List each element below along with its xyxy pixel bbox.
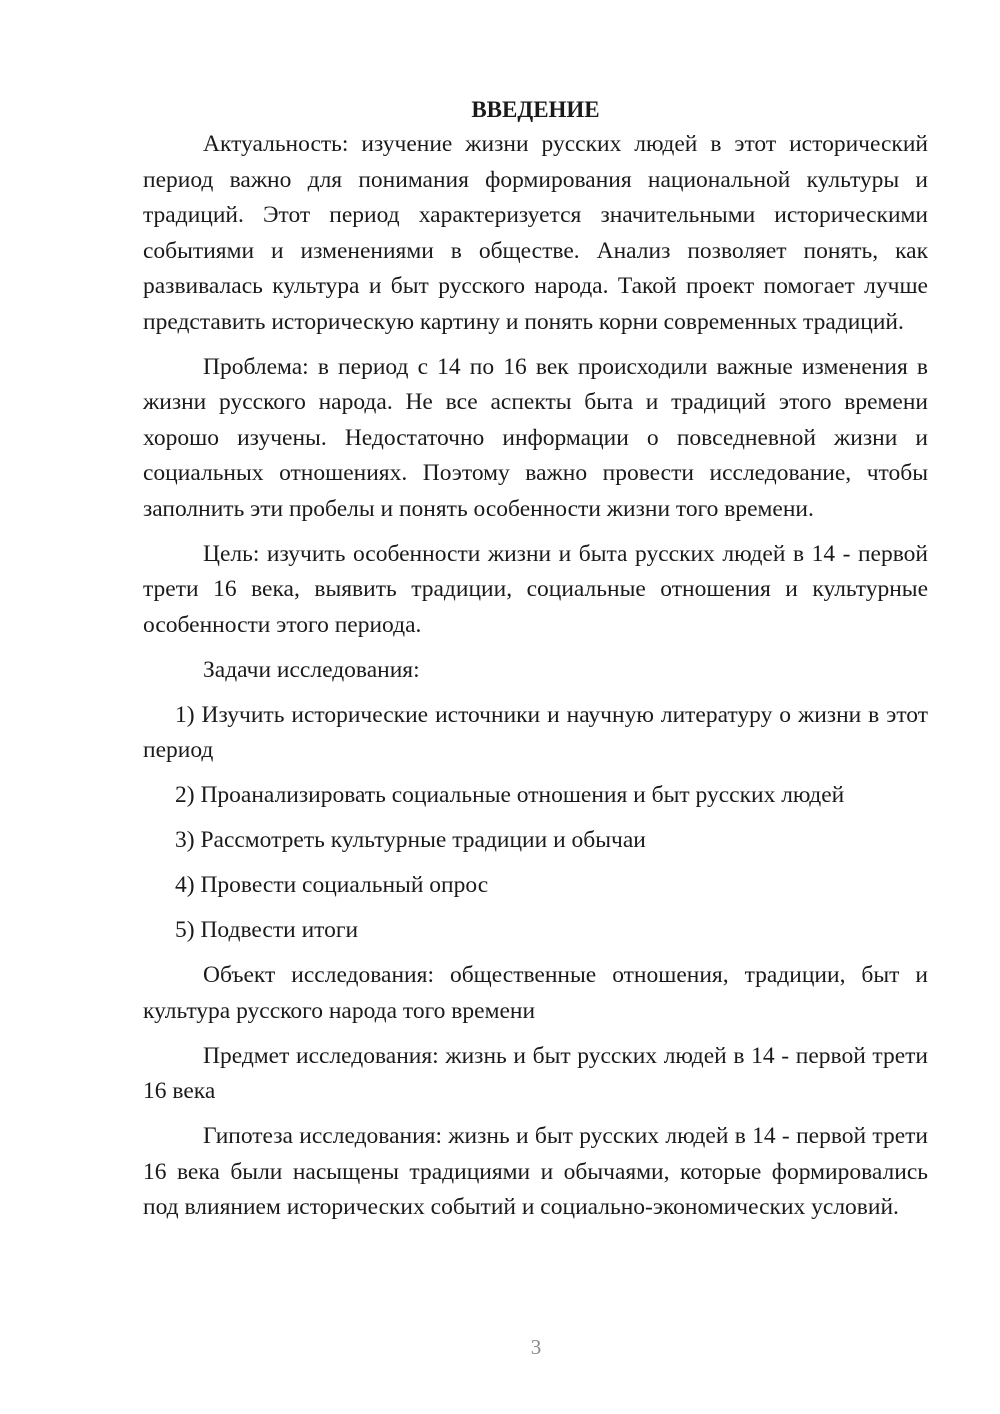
task-item-5: 5) Подвести итоги xyxy=(175,917,359,943)
paragraph-subject: Предмет исследования: жизнь и быт русских людей в 14 - первой трети 16 века xyxy=(143,1042,928,1104)
task-item-2: 2) Проанализировать социальные отношения и быт русских людей xyxy=(175,782,845,808)
paragraph-hypothesis: Гипотеза исследования: жизнь и быт русских людей в 14 - первой трети 16 века были насыщены традициями и обычаями, которые формировались под влиянием исторических событий и социально-экономических условий. xyxy=(143,1123,928,1220)
paragraph-problem: Проблема: в период с 14 по 16 век происходили важные изменения в жизни русского народа. Не все аспекты быта и традиций этого времени хорошо изучены. Недостаточно информации о повседневной жизни и социальных отношениях. Поэтому важно провести исследование, чтобы заполнить эти пробелы и понять особенности жизни того времени. xyxy=(143,353,928,522)
task-item-3: 3) Рассмотреть культурные традиции и обычаи xyxy=(175,827,646,853)
page-number: 3 xyxy=(530,1335,542,1359)
task-item-4: 4) Провести социальный опрос xyxy=(175,872,489,898)
paragraph-relevance: Актуальность: изучение жизни русских людей в этот исторический период важно для понимания формирования национальной культуры и традиций. Этот период характеризуется значительными историческими событиями и изменениями в обществе. Анализ позволяет понять, как развивалась культура и быт русского народа. Такой проект помогает лучше представить историческую картину и понять корни современных традиций. xyxy=(143,131,928,335)
tasks-heading: Задачи исследования: xyxy=(203,656,420,683)
paragraph-object: Объект исследования: общественные отношения, традиции, быт и культура русского народа того времени xyxy=(143,962,928,1024)
task-item-1: 1) Изучить исторические источники и научную литературу о жизни в этот период xyxy=(143,701,928,763)
document-body xyxy=(143,92,928,1235)
paragraph-goal: Цель: изучить особенности жизни и быта русских людей в 14 - первой трети 16 века, выявить традиции, социальные отношения и культурные особенности этого периода. xyxy=(143,540,928,638)
section-heading: ВВЕДЕНИЕ xyxy=(471,97,600,122)
